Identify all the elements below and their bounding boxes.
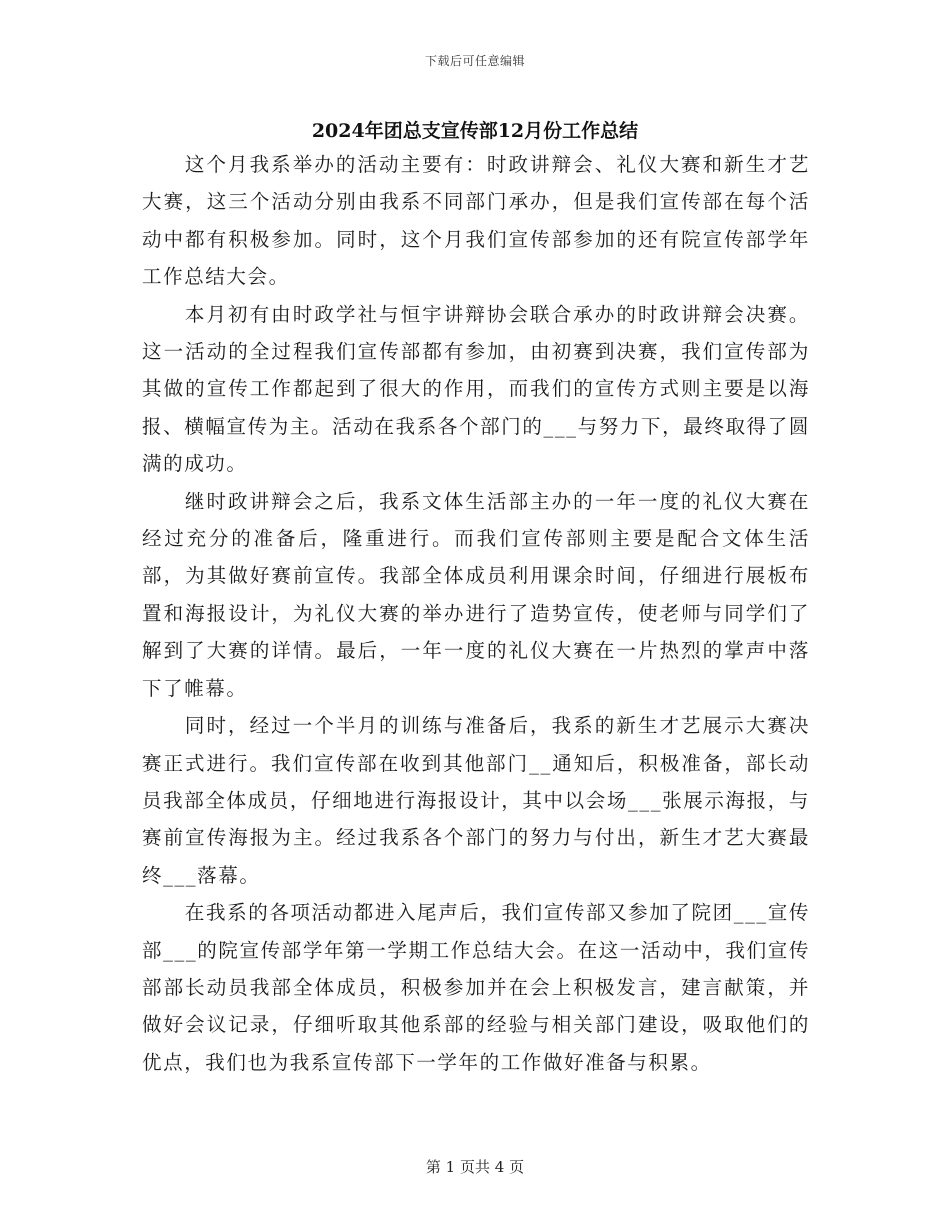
document-body — [142, 146, 810, 1081]
page-header-note: 下载后可任意编辑 — [424, 54, 525, 68]
page-number-footer: 第 1 页共 4 页 — [425, 1158, 525, 1176]
paragraph-3: 继时政讲辩会之后，我系文体生活部主办的一年一度的礼仪大赛在经过充分的准备后，隆重进行。而我们宣传部则主要是配合文体生活部，为其做好赛前宣传。我部全体成员利用课余时间，仔细进行展板布置和海报设计，为礼仪大赛的举办进行了造势宣传，使老师与同学们了解到了大赛的详情。最后，一年一度的礼仪大赛在一片热烈的掌声中落下了帷幕。 — [142, 489, 810, 700]
paragraph-4: 同时，经过一个半月的训练与准备后，我系的新生才艺展示大赛决赛正式进行。我们宣传部在收到其他部门__通知后，积极准备，部长动员我部全体成员，仔细地进行海报设计，其中以会场___张展示海报，与赛前宣传海报为主。经过我系各个部门的努力与付出，新生才艺大赛最终___落幕。 — [142, 714, 810, 887]
document-title: 2024年团总支宣传部12月份工作总结 — [311, 120, 639, 142]
paragraph-5: 在我系的各项活动都进入尾声后，我们宣传部又参加了院团___宣传部___的院宣传部学年第一学期工作总结大会。在这一活动中，我们宣传部部长动员我部全体成员，积极参加并在会上积极发言，建言献策，并做好会议记录，仔细听取其他系部的经验与相关部门建设，吸取他们的优点，我们也为我系宣传部下一学年的工作做好准备与积累。 — [142, 901, 810, 1074]
paragraph-1: 这个月我系举办的活动主要有：时政讲辩会、礼仪大赛和新生才艺大赛，这三个活动分别由我系不同部门承办，但是我们宣传部在每个活动中都有积极参加。同时，这个月我们宣传部参加的还有院宣传部学年工作总结大会。 — [142, 153, 810, 289]
paragraph-2: 本月初有由时政学社与恒宇讲辩协会联合承办的时政讲辩会决赛。这一活动的全过程我们宣传部都有参加，由初赛到决赛，我们宣传部为其做的宣传工作都起到了很大的作用，而我们的宣传方式则主要是以海报、横幅宣传为主。活动在我系各个部门的___与努力下，最终取得了圆满的成功。 — [142, 302, 810, 476]
